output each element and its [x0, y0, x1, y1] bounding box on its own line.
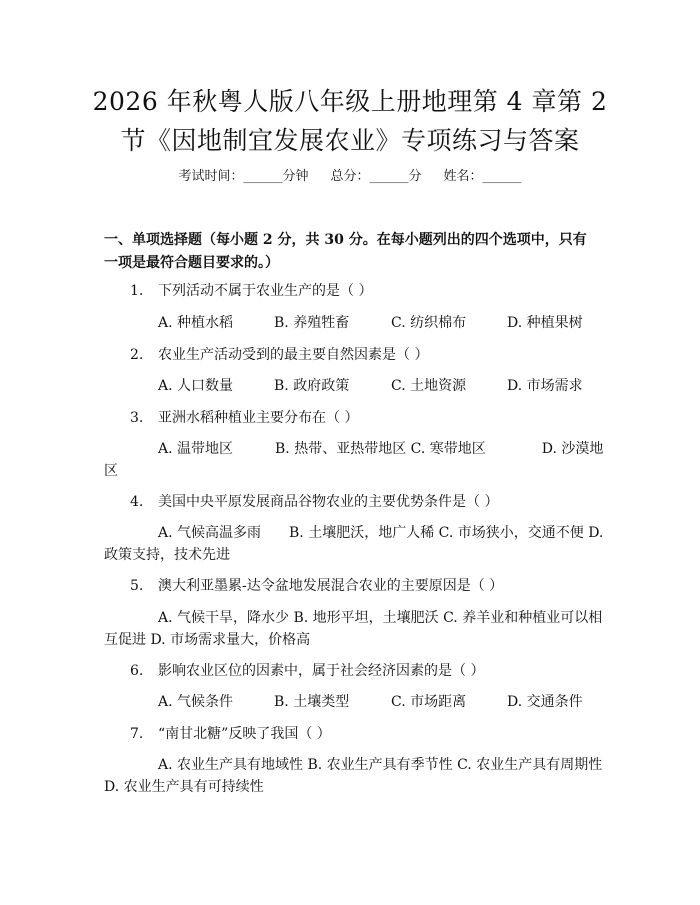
option-a[interactable]: A. 气候条件 [158, 694, 234, 710]
exam-time: 考试时间：______分钟 [178, 169, 309, 184]
question-2 [130, 344, 428, 366]
question-6 [130, 660, 484, 682]
option-c[interactable]: C. 土地资源 [391, 378, 467, 394]
question-4 [130, 491, 498, 513]
exam-total-score: 总分：______分 [330, 169, 422, 184]
question-text: “南甘北糖”反映了我国（ ） [158, 726, 331, 742]
question-number: 7. [130, 726, 144, 742]
exam-meta [0, 167, 700, 187]
question-7-options: A. 农业生产具有地域性 B. 农业生产具有季节性 C. 农业生产具有周期性 D. 农业生产具有可持续性 [104, 757, 603, 795]
option-a[interactable]: A. 人口数量 [158, 378, 234, 394]
question-text: 亚洲水稻种植业主要分布在（ ） [158, 410, 359, 426]
option-b[interactable]: B. 养殖牲畜 [274, 315, 350, 331]
question-7 [130, 723, 331, 745]
option-d[interactable]: D. 市场需求 [507, 378, 583, 394]
question-number: 3. [130, 410, 144, 426]
title-line-2: 节《因地制宜发展农业》专项练习与答案 [120, 126, 580, 155]
option-d[interactable]: D. 种植果树 [507, 315, 583, 331]
question-text: 农业生产活动受到的最主要自然因素是（ ） [158, 347, 429, 363]
student-name: 姓名：______ [443, 169, 522, 184]
question-5-options: A. 气候干旱，降水少 B. 地形平坦，土壤肥沃 C. 养羊业和种植业可以相互促进 D. 市场需求量大，价格高 [104, 610, 603, 648]
question-number: 6. [130, 663, 144, 679]
question-number: 4. [130, 494, 144, 510]
section-heading: 一、单项选择题（每小题 2 分，共 30 分。在每小题列出的四个选项中，只有一项是最符合题目要求的。） [104, 232, 587, 271]
option-b[interactable]: B. 政府政策 [274, 378, 350, 394]
title-line-1: 2026 年秋粤人版八年级上册地理第 4 章第 2 [92, 87, 608, 116]
question-1 [130, 280, 372, 302]
exam-title [70, 82, 630, 160]
option-a[interactable]: A. 种植水稻 [158, 315, 234, 331]
question-number: 2. [130, 347, 144, 363]
question-4-options: A. 气候高温多雨 B. 土壤肥沃，地广人稀 C. 市场狭小，交通不便 D. 政策支持，技术先进 [104, 525, 604, 563]
option-d[interactable]: D. 交通条件 [507, 694, 583, 710]
question-text: 下列活动不属于农业生产的是（ ） [158, 283, 373, 299]
option-b[interactable]: B. 土壤类型 [274, 694, 350, 710]
question-5 [130, 575, 503, 597]
question-text: 影响农业区位的因素中，属于社会经济因素的是（ ） [158, 663, 485, 679]
question-3-options: A. 温带地区 B. 热带、亚热带地区 C. 寒带地区 D. 沙漠地区 [104, 441, 604, 479]
question-number: 5. [130, 578, 144, 594]
option-c[interactable]: C. 纺织棉布 [391, 315, 467, 331]
question-text: 澳大利亚墨累-达令盆地发展混合农业的主要原因是（ ） [158, 578, 504, 594]
question-text: 美国中央平原发展商品谷物农业的主要优势条件是（ ） [158, 494, 499, 510]
option-c[interactable]: C. 市场距离 [391, 694, 467, 710]
question-3 [130, 407, 358, 429]
question-number: 1. [130, 283, 144, 299]
